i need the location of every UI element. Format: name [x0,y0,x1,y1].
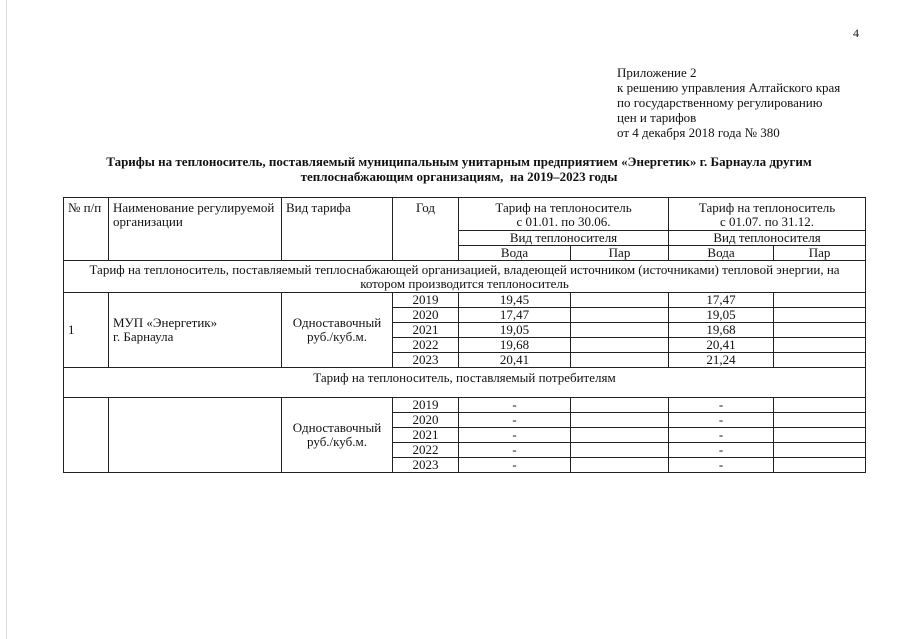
org-name-line: МУП «Энергетик» [113,315,218,330]
header-tariff-type: Вид тарифа [282,198,393,261]
period-2-steam-cell [774,398,866,413]
period-1-steam-cell [571,443,669,458]
table-header-row [64,198,866,231]
period-2-water-cell: 19,68 [669,323,774,338]
header-period-1-line: с 01.01. по 30.06. [516,214,611,229]
org-name-line: г. Барнаула [113,329,174,344]
document-title-line: теплоснабжающим организациям, на 2019–2023 годы [300,169,618,184]
period-1-water-cell: - [459,413,571,428]
period-1-steam-cell [571,293,669,308]
appendix-line: по государственному регулированию [617,95,823,110]
tariff-table [63,197,866,473]
header-water-2: Вода [669,246,774,261]
year-cell: 2022 [393,338,459,353]
tariff-type [282,293,393,368]
appendix-line: Приложение 2 [617,65,697,80]
period-2-water-cell: - [669,458,774,473]
year-cell: 2020 [393,413,459,428]
period-2-steam-cell [774,353,866,368]
period-2-steam-cell [774,323,866,338]
table-row [64,293,866,308]
year-cell: 2021 [393,323,459,338]
section-1-title-line: Тариф на теплоноситель, поставляемый теплоснабжающей организацией, владеющей источником (источниками) тепловой энергии, на [89,261,840,277]
period-2-steam-cell [774,428,866,443]
header-org-name: Наименование регулируемой организации [109,198,282,261]
header-steam-1: Пар [571,246,669,261]
header-period-2-line: Тариф на теплоноситель [698,200,836,215]
period-1-water-cell: 19,68 [459,338,571,353]
year-cell: 2020 [393,308,459,323]
period-1-steam-cell [571,413,669,428]
period-1-water-cell: 17,47 [459,308,571,323]
header-period-1-line: Тариф на теплоноситель [495,200,632,215]
period-2-water-cell: 20,41 [669,338,774,353]
section-title-row [64,368,866,398]
period-2-steam-cell [774,413,866,428]
period-2-water-cell: - [669,398,774,413]
period-1-water-cell: 19,05 [459,323,571,338]
header-number: № п/п [64,198,109,261]
period-2-water-cell: 19,05 [669,308,774,323]
tariff-type-line: руб./куб.м. [307,329,367,344]
header-steam-2: Пар [774,246,866,261]
year-cell: 2023 [393,458,459,473]
tariff-type-line: Одноставочный [292,315,382,330]
header-year: Год [393,198,459,261]
period-2-steam-cell [774,338,866,353]
period-2-water-cell: 21,24 [669,353,774,368]
period-1-steam-cell [571,458,669,473]
document-title [63,154,855,184]
period-2-steam-cell [774,293,866,308]
appendix-line: от 4 декабря 2018 года № 380 [617,125,780,140]
scan-edge-line [6,0,7,639]
year-cell: 2019 [393,293,459,308]
period-2-steam-cell [774,308,866,323]
header-period-2-line: с 01.07. по 31.12. [720,214,815,229]
tariff-type [282,398,393,473]
tariff-type-line: Одноставочный [292,420,382,435]
year-cell: 2022 [393,443,459,458]
appendix-block [617,65,840,140]
period-1-steam-cell [571,338,669,353]
period-2-steam-cell [774,443,866,458]
period-1-steam-cell [571,323,669,338]
year-cell: 2021 [393,428,459,443]
page-number: 4 [853,26,859,40]
section-2-title: Тариф на теплоноситель, поставляемый потребителям [64,368,866,398]
period-1-water-cell: 20,41 [459,353,571,368]
period-2-water-cell: - [669,413,774,428]
header-carrier-type-1: Вид теплоносителя [459,231,669,246]
row-number: 1 [64,293,109,368]
period-2-steam-cell [774,458,866,473]
period-1-water-cell: - [459,458,571,473]
period-1-steam-cell [571,308,669,323]
year-cell: 2019 [393,398,459,413]
header-period-1 [459,198,669,231]
section-title-row [64,261,866,293]
period-1-water-cell: - [459,428,571,443]
row-number [64,398,109,473]
document-title-line: Тарифы на теплоноситель, поставляемый муниципальным унитарным предприятием «Энергетик» г. Барнаула другим [106,154,812,169]
section-1-title [64,261,866,293]
header-carrier-type-2: Вид теплоносителя [669,231,866,246]
period-2-water-cell: - [669,428,774,443]
year-cell: 2023 [393,353,459,368]
period-2-water-cell: 17,47 [669,293,774,308]
header-water-1: Вода [459,246,571,261]
period-1-steam-cell [571,353,669,368]
section-1-title-line: котором производится теплоноситель [360,275,569,291]
period-1-steam-cell [571,428,669,443]
appendix-line: цен и тарифов [617,110,697,125]
period-1-water-cell: 19,45 [459,293,571,308]
period-1-steam-cell [571,398,669,413]
table-row [64,398,866,413]
period-2-water-cell: - [669,443,774,458]
org-name [109,398,282,473]
org-name [109,293,282,368]
period-1-water-cell: - [459,443,571,458]
period-1-water-cell: - [459,398,571,413]
tariff-type-line: руб./куб.м. [307,434,367,449]
appendix-line: к решению управления Алтайского края [617,80,841,95]
header-period-2 [669,198,866,231]
